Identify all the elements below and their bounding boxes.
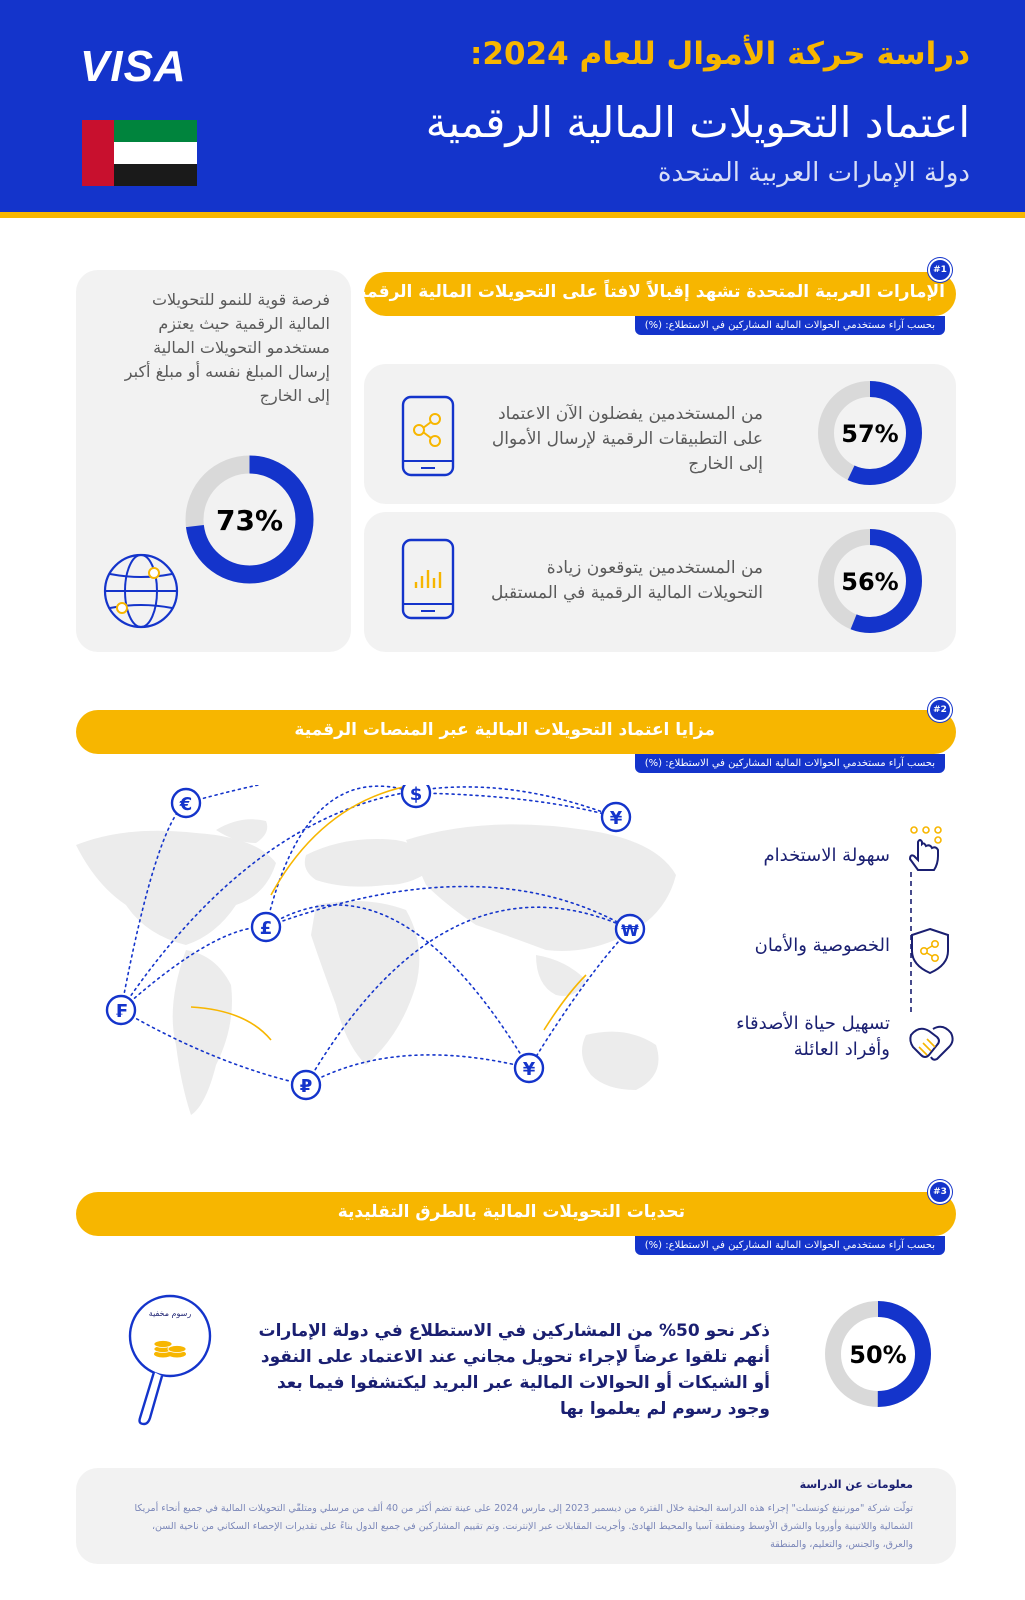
section3-source-note: بحسب آراء مستخدمي الحوالات المالية المشاركين في الاستطلاع: (%) <box>635 1236 945 1255</box>
dollar-icon: $ <box>409 785 423 805</box>
growth-card-text: فرصة قوية للنمو للتحويلات المالية الرقمية حيث يعتزم مستخدمو التحويلات المالية إرسال المبلغ نفسه أو مبلغ أكبر إلى الخارج <box>124 290 330 405</box>
study-info-title: معلومات عن الدراسة <box>799 1478 913 1491</box>
section3-number-badge: #3 <box>928 1180 952 1204</box>
phone-chart-icon <box>401 538 455 620</box>
challenge-donut-label: 50% <box>849 1341 907 1369</box>
feature-privacy-security: الخصوصية والأمان <box>754 935 890 956</box>
world-map-illustration <box>66 785 706 1155</box>
phone-share-icon <box>401 395 455 477</box>
yuan-icon: ¥ <box>522 1059 536 1080</box>
magnifier-coins-icon <box>120 1292 220 1427</box>
study-title: دراسة حركة الأموال للعام 2024: <box>470 36 970 72</box>
stat-1-text: من المستخدمين يفضلون الآن الاعتماد على التطبيقات الرقمية لإرسال الأموال إلى الخارج <box>491 404 763 474</box>
growth-donut <box>182 452 317 587</box>
tap-hand-icon <box>904 824 954 874</box>
stat-donut-2-label: 56% <box>841 568 899 596</box>
won-icon: ₩ <box>621 921 639 940</box>
euro-icon: € <box>179 794 193 815</box>
challenge-text: ذكر نحو 50% من المشاركين في الاستطلاع في دولة الإمارات أنهم تلقوا عرضاً لإجراء تحويل مجاني عند الاعتماد على النقود أو الشيكات أو الحوالات المالية عبر البريد ليكتشفوا فيما بعد وجود رسوم لم يعلموا بها <box>258 1321 770 1419</box>
globe-icon <box>100 550 182 632</box>
pound-icon: £ <box>259 918 273 939</box>
feature-family-friends: تسهيل حياة الأصدقاء وأفراد العائلة <box>736 1013 890 1060</box>
section2-number-badge: #2 <box>928 698 952 722</box>
ruble-icon: ₽ <box>299 1076 313 1097</box>
section1-title: الإمارات العربية المتحدة تشهد إقبالاً لافتاً على التحويلات المالية الرقمية <box>349 282 945 302</box>
stat-donut-1-label: 57% <box>841 420 899 448</box>
shield-icon <box>908 927 952 975</box>
section1-source-note: بحسب آراء مستخدمي الحوالات المالية المشاركين في الاستطلاع: (%) <box>635 316 945 335</box>
hidden-fees-caption: رسوم مخفية <box>148 1309 192 1318</box>
visa-logo: VISA <box>80 42 187 91</box>
section2-title: مزايا اعتماد التحويلات المالية عبر المنصات الرقمية <box>294 720 715 740</box>
section1-number-badge: #1 <box>928 258 952 282</box>
growth-donut-label: 73% <box>215 504 284 537</box>
stat-2-text: من المستخدمين يتوقعون زيادة التحويلات المالية الرقمية في المستقبل <box>490 558 763 603</box>
challenge-donut <box>822 1298 934 1410</box>
uae-flag-icon <box>82 120 197 186</box>
stat-donut-1 <box>815 378 925 488</box>
stat-donut-2 <box>815 526 925 636</box>
yen-icon: ¥ <box>609 808 623 829</box>
world-map <box>76 819 676 1115</box>
page-subtitle: دولة الإمارات العربية المتحدة <box>657 158 970 188</box>
feature-ease-of-use: سهولة الاستخدام <box>763 845 890 866</box>
page-title: اعتماد التحويلات المالية الرقمية <box>425 98 970 147</box>
handshake-icon <box>907 1021 957 1065</box>
study-info-body: تولّت شركة "مورنينغ كونسلت" إجراء هذه الدراسة البحثية خلال الفترة من ديسمبر 2023 إلى مارس 2024 على عينة تضم أكثر من 40 ألف من مرسلي ومتلقّي التحويلات المالية في جميع أنحاء أمريكا الشمالية واللاتينية وأوروبا والشرق الأوسط ومنطقة آسيا والمحيط الهادئ. وأجريت المقابلات عبر الإنترنت. وتم تقييم المشاركين في جميع الدول بناءً على تقديرات الإحصاء السكاني من ناحية السن، والعرق، والجنس، والتعليم، والمنطقة <box>134 1503 913 1550</box>
section3-title: تحديات التحويلات المالية بالطرق التقليدية <box>337 1202 685 1222</box>
franc-icon: ₣ <box>114 1001 128 1022</box>
header-stripe <box>0 212 1025 218</box>
section2-source-note: بحسب آراء مستخدمي الحوالات المالية المشاركين في الاستطلاع: (%) <box>635 754 945 773</box>
